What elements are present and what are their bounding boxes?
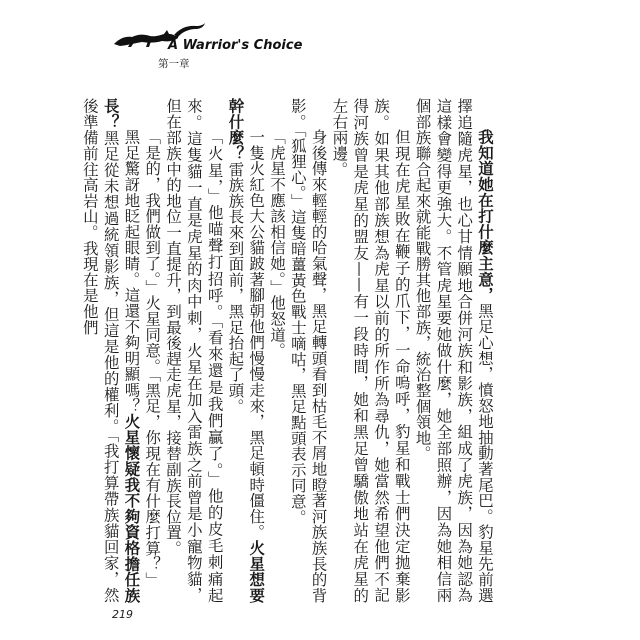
- series-title: A Warrior's Choice: [168, 38, 303, 53]
- text-run: 黑足驚訝地眨起眼睛。這還不夠明顯嗎？: [122, 128, 141, 414]
- paragraph: [225, 98, 267, 603]
- text-run: 身後傳來輕輕的哈氣聲，黑足轉頭看到枯毛不屑地瞪著河族族長的背影。「狐狸心。」這隻暗薑黃色戰士嘀咕，黑足點頭表示同意。: [288, 98, 328, 603]
- paragraph: [412, 98, 495, 603]
- text-run: 「是的，我們做到了。」火星同意。「黑足，你現在有什麼打算？」: [143, 128, 162, 588]
- text-run: 黑足心想，憤怒地抽動著尾巴。豹星先前選擇追隨虎星，也心甘情願地合併河族和影族，組成了虎族，因為她認為這樣會變得更強大。不管虎星要她做什麼，她全部照辦，因為她相信兩個部族聯合起來就能戰勝其他部族，統治整個領地。: [413, 98, 494, 603]
- paragraph: [266, 98, 287, 603]
- emphasized-thought: 我知道她在打什麼主意，: [476, 128, 494, 303]
- running-header: [112, 20, 312, 70]
- text-run: 雷族族長來到面前，黑足抬起了頭。: [226, 161, 245, 415]
- page-number: 219: [112, 608, 133, 621]
- emphasized-thought: 火星懷疑我不夠資格擔任族長？: [101, 98, 141, 603]
- text-run: 黑足從未想過統領影族，但這是他的權利。「我打算帶族貓回家，然後準備前往高岩山。我現在是他們: [80, 98, 120, 603]
- text-run: 「虎星不應該相信她。」他怒道。: [268, 128, 287, 359]
- paragraph: [287, 98, 329, 603]
- paragraph: [141, 98, 162, 603]
- text-run: 「火星，」他喵聲打招呼。「看來還是我們贏了。」他的皮毛刺痛起來。這隻貓一直是虎星的肉中刺，火星在加入雷族之前曾是小寵物貓，但在部族中的地位一直提升，到最後趕走虎星，接替副族長位置。: [164, 98, 224, 603]
- chapter-label: 第一章: [158, 58, 190, 70]
- paragraph: [79, 98, 141, 603]
- body-text: [80, 98, 495, 603]
- paragraph: [162, 98, 224, 603]
- text-run: 但現在虎星敗在鞭子的爪下，一命嗚呼，豹星和戰士們決定拋棄影族。如果其他部族想為虎星以前的所作所為尋仇，她當然希望他們不記得河族曾是虎星的盟友——有一段時間，她和黑足曾驕傲地站在虎星的左右兩邊。: [330, 98, 411, 603]
- emphasized-thought: 火星想要幹什麼？: [226, 98, 266, 603]
- paragraph: [329, 98, 412, 603]
- text-run: 一隻火紅色大公貓跛著腳朝他們慢慢走來，黑足頓時僵住。: [247, 128, 266, 540]
